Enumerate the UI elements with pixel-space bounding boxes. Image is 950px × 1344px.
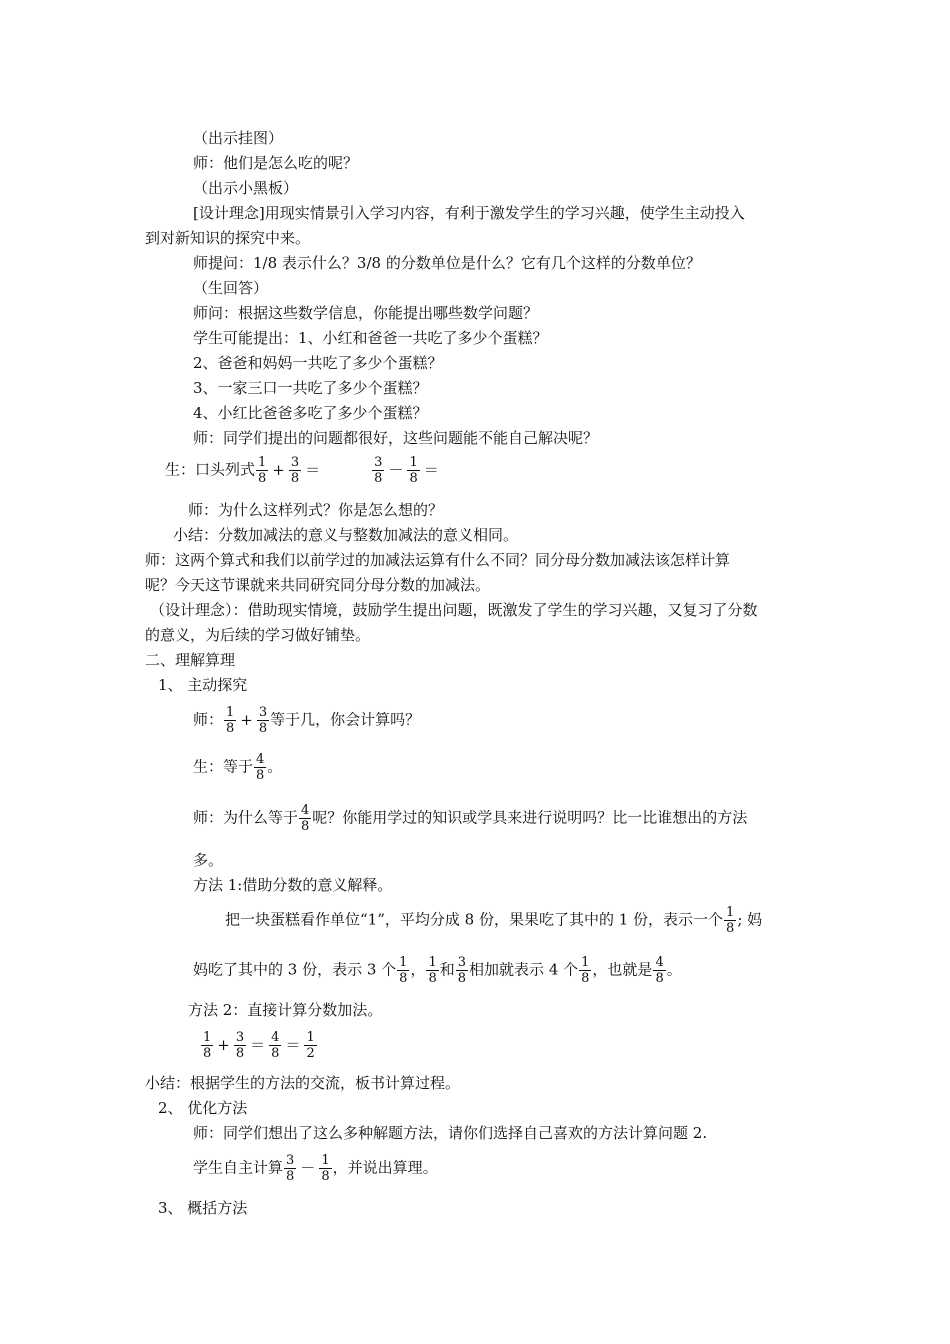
subsection-heading: 2、 优化方法 xyxy=(158,1099,248,1117)
method-heading: 方法 2：直接计算分数加法。 xyxy=(188,1001,383,1019)
fraction: $\frac{4}{8}$ xyxy=(655,955,664,986)
plus-sign: + xyxy=(240,710,253,729)
text-line: 师：他们是怎么吃的呢？ xyxy=(193,154,359,172)
teacher-question-line: 师：为什么等于 $\frac{4}{8}$ 呢？你能用学过的知识或学具来进行说明吗？比一比谁想出的方法 xyxy=(193,803,748,834)
plus-sign: + xyxy=(272,460,285,479)
equals-sign: ＝ xyxy=(423,460,439,479)
oral-expression-line xyxy=(165,455,442,486)
text-line: 3、一家三口一共吃了多少个蛋糕？ xyxy=(193,379,428,397)
fraction: $\frac{1}{8}$ xyxy=(726,905,735,936)
fraction: $\frac{4}{8}$ xyxy=(256,752,265,783)
text-line: 师提问：1/8 表示什么？3/8 的分数单位是什么？它有几个这样的分数单位？ xyxy=(193,254,701,272)
text-line: （出示小黑板） xyxy=(193,179,299,197)
minus-sign: － xyxy=(388,460,404,479)
text-line: 到对新知识的探究中来。 xyxy=(145,229,311,247)
fraction: $\frac{3}{8}$ xyxy=(286,1153,295,1184)
text-line: 多。 xyxy=(193,851,224,869)
fraction: $\frac{1}{8}$ xyxy=(409,455,418,486)
subsection-heading: 1、 主动探究 xyxy=(158,676,248,694)
text-line: （生回答） xyxy=(193,279,269,297)
fraction: $\frac{3}{8}$ xyxy=(258,705,268,736)
equals-sign: ＝ xyxy=(305,460,321,479)
line-prefix: 生：口头列式 xyxy=(165,460,256,479)
fraction: $\frac{1}{8}$ xyxy=(581,955,590,986)
text-line: [设计理念]用现实情景引入学习内容，有利于激发学生的学习兴趣，使学生主动投入 xyxy=(193,204,745,222)
explanation-line: 妈吃了其中的 3 份，表示 3 个 $\frac{1}{8}$ ， $\frac{1}{8}$ 和 $\frac{3}{8}$ 相加就表示 4 个 $\frac{1}{8}$ ，也就是 $\frac{4}{8}$ 。 xyxy=(193,955,682,986)
fraction: $\frac{3}{8}$ xyxy=(374,455,383,486)
fraction: $\frac{1}{2}$ xyxy=(306,1030,315,1061)
minus-sign: － xyxy=(300,1158,316,1177)
text-line: 师问：根据这些数学信息，你能提出哪些数学问题？ xyxy=(193,304,539,322)
section-heading: 二、理解算理 xyxy=(145,651,236,669)
text-line: 的意义，为后续的学习做好铺垫。 xyxy=(145,626,371,644)
method-heading: 方法 1:借助分数的意义解释。 xyxy=(193,876,393,894)
text-line: 小结：分数加减法的意义与整数加减法的意义相同。 xyxy=(173,526,519,544)
text-line: 小结：根据学生的方法的交流，板书计算过程。 xyxy=(145,1074,461,1092)
fraction: $\frac{3}{8}$ xyxy=(290,455,300,486)
plus-sign: + xyxy=(217,1035,230,1054)
fraction: $\frac{1}{8}$ xyxy=(321,1153,330,1184)
fraction: $\frac{1}{8}$ xyxy=(226,705,235,736)
fraction: $\frac{1}{8}$ xyxy=(258,455,267,486)
text-line: 师：同学们想出了这么多种解题方法，请你们选择自己喜欢的方法计算问题 2. xyxy=(193,1124,708,1142)
equals-sign: ＝ xyxy=(285,1035,301,1054)
text-line: （出示挂图） xyxy=(193,129,284,147)
fraction: $\frac{3}{8}$ xyxy=(457,955,467,986)
text-line: 呢？今天这节课就来共同研究同分母分数的加减法。 xyxy=(145,576,491,594)
fraction: $\frac{1}{8}$ xyxy=(399,955,408,986)
fraction: $\frac{4}{8}$ xyxy=(301,803,310,834)
fraction: $\frac{3}{8}$ xyxy=(235,1030,245,1061)
explanation-line: 把一块蛋糕看作单位“1”，平均分成 8 份，果果吃了其中的 1 份，表示一个 $\frac{1}{8}$ ; 妈 xyxy=(225,905,763,936)
text-line: 4、小红比爸爸多吃了多少个蛋糕？ xyxy=(193,404,428,422)
text-line: 师：这两个算式和我们以前学过的加减法运算有什么不同？同分母分数加减法该怎样计算 xyxy=(145,551,731,569)
text-line: 师：为什么这样列式？你是怎么想的？ xyxy=(188,501,444,519)
text-line: 学生可能提出：1、小红和爸爸一共吃了多少个蛋糕？ xyxy=(193,329,548,347)
student-calc-line: 学生自主计算 $\frac{3}{8}$ － $\frac{1}{8}$ ，并说出算理。 xyxy=(193,1153,438,1184)
subsection-heading: 3、 概括方法 xyxy=(158,1199,248,1217)
text-line: 2、爸爸和妈妈一共吃了多少个蛋糕？ xyxy=(193,354,443,372)
equals-sign: ＝ xyxy=(250,1035,266,1054)
teacher-question-line: 师： $\frac{1}{8}$ + $\frac{3}{8}$ 等于几，你会计算吗？ xyxy=(193,705,421,736)
fraction: $\frac{1}{8}$ xyxy=(203,1030,212,1061)
fraction: $\frac{1}{8}$ xyxy=(428,955,437,986)
fraction: $\frac{4}{8}$ xyxy=(271,1030,280,1061)
student-answer-line: 生：等于 $\frac{4}{8}$ 。 xyxy=(193,752,283,783)
equation-line xyxy=(200,1030,318,1061)
text-line: （设计理念）：借助现实情境，鼓励学生提出问题，既激发了学生的学习兴趣，又复习了分数 xyxy=(150,601,758,619)
text-line: 师：同学们提出的问题都很好，这些问题能不能自己解决呢？ xyxy=(193,429,599,447)
